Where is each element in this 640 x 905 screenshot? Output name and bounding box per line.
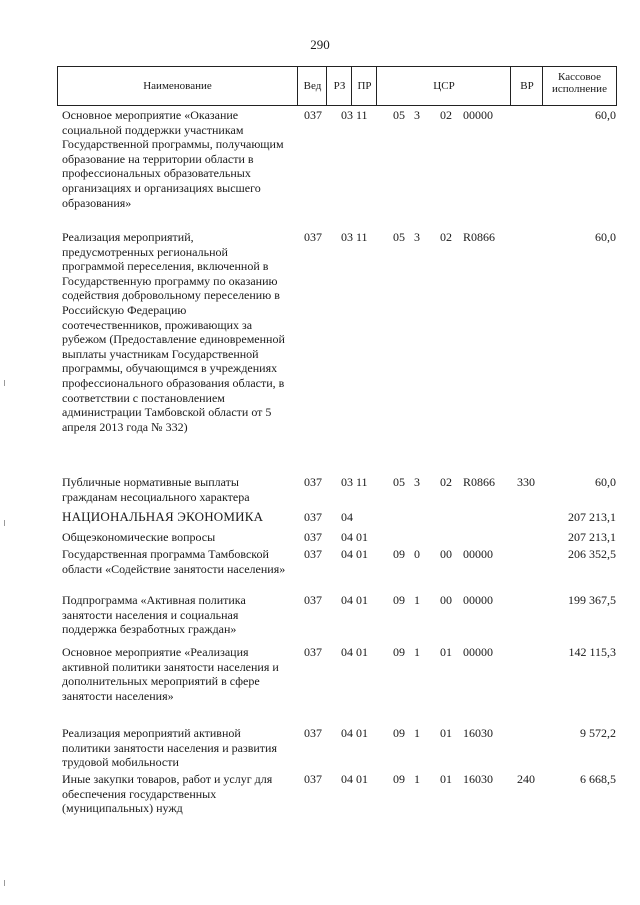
row-name: Основное мероприятие «Оказание социальной поддержки участникам Государственной программы, получающим образование на территории области в профессиональных образовательных организациях и организациях высшего образования» [62,108,284,210]
row-csr-program: 09 [393,772,405,786]
row-csr-subprogram: 3 [414,108,420,122]
row-name: Подпрограмма «Активная политика занятости населения и социальная поддержка безработных граждан» [62,593,246,637]
row-csr-event: 02 [440,230,452,244]
row-amount: 206 352,5 [568,547,616,561]
row-rz: 04 [341,547,353,561]
scan-mark [4,880,8,886]
row-csr-event: 01 [440,726,452,740]
row-ved: 037 [304,475,322,489]
row-pr: 01 [356,593,368,607]
row-amount: 9 572,2 [580,726,616,740]
header-vr: ВР [510,67,543,105]
row-amount: 207 213,1 [568,510,616,524]
row-amount: 6 668,5 [580,772,616,786]
row-pr: 01 [356,645,368,659]
row-name: Иные закупки товаров, работ и услуг для обеспечения государственных (муниципальных) нужд [62,772,273,816]
scan-mark [4,520,8,526]
row-csr-program: 05 [393,108,405,122]
row-csr-event: 01 [440,772,452,786]
row-vr: 240 [517,772,535,786]
row-csr-event: 01 [440,645,452,659]
row-csr-subprogram: 0 [414,547,420,561]
row-csr-direction: 00000 [463,645,493,659]
row-ved: 037 [304,510,322,524]
row-ved: 037 [304,547,322,561]
row-amount: 207 213,1 [568,530,616,544]
row-rz: 04 [341,510,353,524]
row-csr-program: 09 [393,645,405,659]
scan-mark [4,380,8,386]
row-csr-program: 09 [393,547,405,561]
row-amount: 60,0 [595,475,616,489]
row-csr-event: 02 [440,475,452,489]
row-rz: 03 [341,230,353,244]
row-csr-event: 02 [440,108,452,122]
row-pr: 01 [356,547,368,561]
header-pr: ПР [351,67,377,105]
row-ved: 037 [304,726,322,740]
row-csr-program: 05 [393,230,405,244]
row-rz: 04 [341,530,353,544]
row-csr-subprogram: 1 [414,593,420,607]
row-csr-direction: 16030 [463,726,493,740]
row-csr-subprogram: 3 [414,230,420,244]
row-csr-program: 09 [393,726,405,740]
row-rz: 04 [341,726,353,740]
row-ved: 037 [304,230,322,244]
row-name: Общеэкономические вопросы [62,530,216,544]
row-name: Публичные нормативные выплаты гражданам несоциального характера [62,475,250,504]
row-csr-subprogram: 1 [414,772,420,786]
row-amount: 60,0 [595,230,616,244]
row-csr-subprogram: 1 [414,645,420,659]
row-pr: 11 [356,475,368,489]
row-amount: 142 115,3 [568,645,616,659]
row-name: Реализация мероприятий, предусмотренных региональной программой переселения, включенной в Государственную программу по оказанию содействия добровольному переселению в Российскую Федерацию соотечественников, проживающих за рубежом (Предоставление единовременной выплаты участникам Государственной программы, обучающимся в учреждениях профессионального образования области, в соответствии с постановлением администрации Тамбовской области от 5 апреля 2013 года № 332) [62,230,285,434]
row-rz: 04 [341,645,353,659]
row-ved: 037 [304,530,322,544]
header-name: Наименование [143,80,212,92]
row-csr-event: 00 [440,593,452,607]
row-csr-direction: 00000 [463,593,493,607]
table-header [57,66,617,106]
header-csr: ЦСР [376,67,511,105]
row-csr-subprogram: 3 [414,475,420,489]
row-csr-direction: R0866 [463,475,496,489]
header-rz: РЗ [326,67,352,105]
row-csr-direction: 00000 [463,547,493,561]
row-csr-event: 00 [440,547,452,561]
row-ved: 037 [304,772,322,786]
row-pr: 11 [356,108,368,122]
row-rz: 04 [341,772,353,786]
row-pr: 01 [356,726,368,740]
row-name: НАЦИОНАЛЬНАЯ ЭКОНОМИКА [62,509,264,524]
row-ved: 037 [304,108,322,122]
row-csr-direction: 16030 [463,772,493,786]
page-number: 290 [310,37,330,52]
row-pr: 01 [356,772,368,786]
row-name: Государственная программа Тамбовской области «Содействие занятости населения» [62,547,286,576]
row-pr: 01 [356,530,368,544]
row-csr-subprogram: 1 [414,726,420,740]
row-vr: 330 [517,475,535,489]
row-csr-direction: 00000 [463,108,493,122]
row-amount: 199 367,5 [568,593,616,607]
row-rz: 03 [341,475,353,489]
row-csr-program: 05 [393,475,405,489]
row-csr-direction: R0866 [463,230,496,244]
row-ved: 037 [304,593,322,607]
row-ved: 037 [304,645,322,659]
row-rz: 04 [341,593,353,607]
row-name: Реализация мероприятий активной политики занятости населения и развития трудовой мобильности [62,726,277,770]
header-amount: Кассовое исполнение [542,67,616,105]
row-name: Основное мероприятие «Реализация активной политики занятости населения и дополнительных мероприятий в сфере занятости населения» [62,645,279,703]
row-rz: 03 [341,108,353,122]
row-csr-program: 09 [393,593,405,607]
header-ved: Вед [297,67,327,105]
row-amount: 60,0 [595,108,616,122]
row-pr: 11 [356,230,368,244]
